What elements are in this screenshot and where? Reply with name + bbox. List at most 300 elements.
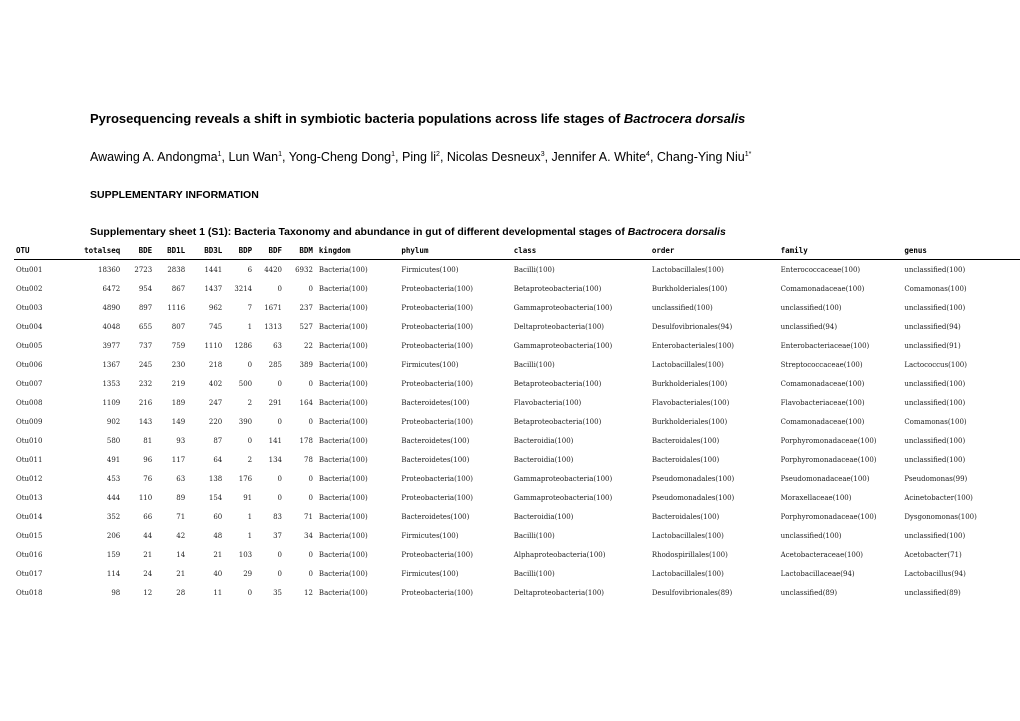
table-cell: 0 [308,474,313,483]
table-cell: 1109 [102,398,121,407]
table-cell: Porphyromonadaceae(100) [780,455,877,464]
table-cell: Pseudomonadales(100) [651,474,735,483]
table-cell: 3214 [234,284,253,293]
table-cell: 24 [143,569,153,578]
table-cell: Deltaproteobacteria(100) [513,588,605,597]
table-cell: 164 [299,398,313,407]
table-cell: Flavobacteriales(100) [651,398,730,407]
table-cell: 247 [208,398,223,407]
table-cell: 34 [304,531,313,540]
table-cell: 954 [138,284,153,293]
table-cell: 0 [277,284,283,293]
table-cell: Gammaproteobacteria(100) [513,303,613,312]
table-cell: 2723 [134,265,153,274]
author: Ping li [401,150,437,164]
column-header-bde: BDE [124,242,156,260]
table-cell: 18360 [97,265,121,274]
table-cell: Betaproteobacteria(100) [513,379,602,388]
table-cell: 0 [308,284,313,293]
table-cell: 1313 [264,322,283,331]
table-cell: 81 [143,436,153,445]
table-cell: 63 [176,474,186,483]
table-cell: 48 [213,531,223,540]
table-cell: Lactobacillales(100) [651,265,724,274]
table-cell: Bacteria(100) [318,531,368,540]
table-cell: Dysgonomonas(100) [904,512,977,521]
sheet-heading-text: Supplementary sheet 1 (S1): Bacteria Taxonomy and abundance in gut of different developmental stages of [90,226,628,238]
table-cell: Otu015 [16,531,43,540]
table-cell: 527 [299,322,313,331]
table-cell: 6 [247,265,253,274]
table-cell: 1437 [204,284,223,293]
table-cell: Bacteria(100) [318,284,368,293]
table-cell: Otu005 [16,341,43,350]
column-header-totalseq: totalseq [66,242,125,260]
table-cell: Lactobacillales(100) [651,360,724,369]
table-cell: 154 [208,493,223,502]
table-cell: 114 [106,569,121,578]
author: Nicolas Desneux [446,150,541,164]
table-cell: 1367 [102,360,121,369]
table-cell: Lactobacillus(94) [904,569,966,578]
table-cell: Bacilli(100) [513,531,555,540]
table-cell: 962 [208,303,223,312]
author-affiliation: 1* [744,151,752,158]
table-row [14,374,1020,393]
table-cell: unclassified(100) [904,436,966,445]
table-header-row [14,242,1020,260]
table-cell: unclassified(100) [904,531,966,540]
table-cell: Otu004 [16,322,43,331]
table-cell: unclassified(89) [904,588,961,597]
table-cell: Bacteria(100) [318,436,368,445]
table-cell: unclassified(94) [904,322,961,331]
table-cell: Pseudomonadales(100) [651,493,735,502]
table-cell: 149 [171,417,186,426]
table-cell: 218 [208,360,223,369]
table-row [14,260,1020,280]
table-row [14,488,1020,507]
table-cell: 14 [176,550,186,559]
author-affiliation: 1 [278,151,282,158]
table-cell: Bacteroidales(100) [651,455,720,464]
column-header-bdf: BDF [256,242,286,260]
table-cell: Lactobacillales(100) [651,531,724,540]
table-cell: unclassified(100) [904,455,966,464]
table-cell: 1 [247,512,253,521]
table-cell: Bacteria(100) [318,417,368,426]
table-cell: Deltaproteobacteria(100) [513,322,605,331]
table-cell: 1286 [234,341,253,350]
table-row [14,279,1020,298]
table-cell: Otu011 [16,455,43,464]
table-cell: Betaproteobacteria(100) [513,417,602,426]
table-cell: Bacteria(100) [318,474,368,483]
column-header-bd1l: BD1L [156,242,189,260]
table-cell: 71 [176,512,186,521]
table-cell: Firmicutes(100) [401,531,459,540]
table-cell: unclassified(100) [780,303,842,312]
sheet-species: Bactrocera dorsalis [627,226,726,238]
table-cell: Otu014 [16,512,43,521]
table-cell: 737 [138,341,153,350]
table-cell: 117 [171,455,186,464]
table-cell: Bacteroidetes(100) [401,398,470,407]
table-cell: Firmicutes(100) [401,360,459,369]
table-cell: Bacteroidia(100) [513,455,574,464]
table-cell: unclassified(100) [904,398,966,407]
author-list: Awawing A. Andongma$^1$, Lun Wan$^1$, Yong-Cheng Dong$^1$, Ping $li^2$, Nicolas Desneux$^3$, Jennifer A. White$^4$, Chang-Ying Niu$^{1*}$ [90,150,752,164]
table-cell: Acetobacter(71) [904,550,962,559]
table-cell: 78 [304,455,313,464]
table-cell: 232 [138,379,153,388]
table-cell: 87 [213,436,223,445]
supplementary-heading: SUPPLEMENTARY INFORMATION [90,189,259,201]
table-row [14,431,1020,450]
table-cell: Bacteroidales(100) [651,436,720,445]
table-cell: unclassified(100) [904,303,966,312]
table-cell: 1 [247,322,253,331]
table-cell: 2 [247,455,253,464]
table-cell: Lactococcus(100) [904,360,967,369]
table-cell: 220 [208,417,223,426]
column-header-otu: OTU [14,242,66,260]
table-cell: Otu012 [16,474,43,483]
table-cell: Bacteria(100) [318,379,368,388]
table-row [14,393,1020,412]
table-cell: unclassified(91) [904,341,961,350]
table-cell: Flavobacteria(100) [513,398,582,407]
table-cell: 89 [176,493,186,502]
table-cell: 178 [299,436,313,445]
table-cell: 4048 [102,322,121,331]
table-cell: 0 [277,474,283,483]
table-cell: 2838 [167,265,186,274]
table-cell: 580 [106,436,121,445]
table-cell: Bacteria(100) [318,360,368,369]
table-cell: 237 [299,303,313,312]
table-cell: Desulfovibrionales(89) [651,588,733,597]
table-cell: Bacteroidetes(100) [401,436,470,445]
table-cell: Proteobacteria(100) [401,474,473,483]
author: Yong-Cheng Dong [288,150,392,164]
table-cell: 655 [138,322,153,331]
table-row [14,317,1020,336]
author: Chang-Ying Niu [656,150,745,164]
table-cell: 807 [171,322,186,331]
table-cell: 159 [106,550,121,559]
table-cell: Burkholderiales(100) [651,284,728,293]
table-cell: 0 [277,569,283,578]
author-affiliation: 3 [540,151,545,158]
table-cell: Bacteroidia(100) [513,512,574,521]
table-cell: Comamonas(100) [904,284,967,293]
table-cell: 0 [277,417,283,426]
table-cell: 0 [308,550,313,559]
table-cell: Otu007 [16,379,43,388]
table-cell: 103 [238,550,253,559]
table-cell: 29 [243,569,253,578]
table-cell: 96 [143,455,153,464]
table-cell: 6932 [295,265,313,274]
table-body [14,260,1020,603]
table-cell: Proteobacteria(100) [401,588,473,597]
table-cell: 745 [208,322,223,331]
author-affiliation: 1 [391,151,396,158]
table-cell: 1 [247,531,253,540]
table-cell: Otu001 [16,265,43,274]
table-cell: 176 [238,474,253,483]
table-cell: 285 [268,360,283,369]
table-cell: 390 [238,417,253,426]
table-cell: Desulfovibrionales(94) [651,322,733,331]
table-cell: 759 [171,341,186,350]
table-cell: Pseudomonas(99) [904,474,968,483]
table-row [14,450,1020,469]
table-cell: Flavobacteriaceae(100) [780,398,865,407]
table-cell: Comamonadaceae(100) [780,284,865,293]
table-cell: 42 [176,531,186,540]
column-header-phylum: phylum [399,242,511,260]
paper-title [90,111,745,126]
table-cell: Bacteria(100) [318,398,368,407]
table-row [14,336,1020,355]
table-cell: 389 [299,360,313,369]
table-cell: Lactobacillales(100) [651,569,724,578]
table-cell: Bacteria(100) [318,569,368,578]
table-row [14,526,1020,545]
table-cell: Firmicutes(100) [401,569,459,578]
table-cell: Otu006 [16,360,43,369]
table-cell: 12 [143,588,153,597]
table-cell: 0 [308,379,313,388]
column-header-class: class [512,242,650,260]
table-cell: Pseudomonadaceae(100) [780,474,870,483]
table-cell: 352 [106,512,121,521]
table-cell: Comamonadaceae(100) [780,417,865,426]
author-affiliation: 2 [436,151,440,158]
table-row [14,583,1020,602]
column-header-kingdom: kingdom [317,242,399,260]
table-cell: Proteobacteria(100) [401,379,473,388]
table-cell: Bacteroidia(100) [513,436,574,445]
table-cell: Gammaproteobacteria(100) [513,474,613,483]
title-species: Bactrocera dorsalis [623,111,746,126]
sheet-heading [90,226,726,238]
column-header-order: order [650,242,779,260]
table-cell: 22 [304,341,313,350]
table-cell: 1671 [264,303,283,312]
table-cell: 12 [304,588,313,597]
table-cell: unclassified(94) [780,322,838,331]
table-cell: 1441 [204,265,223,274]
table-row [14,412,1020,431]
table-cell: Burkholderiales(100) [651,379,728,388]
table-cell: 63 [273,341,283,350]
table-cell: 245 [138,360,153,369]
table-cell: 0 [277,550,283,559]
table-cell: Porphyromonadaceae(100) [780,512,877,521]
table-cell: Proteobacteria(100) [401,322,473,331]
table-cell: 138 [208,474,223,483]
table-cell: Otu010 [16,436,43,445]
table-cell: Bacteria(100) [318,550,368,559]
table-cell: Proteobacteria(100) [401,303,473,312]
table-cell: Gammaproteobacteria(100) [513,341,613,350]
column-header-genus: genus [902,242,1020,260]
table-row [14,469,1020,488]
table-cell: 402 [208,379,223,388]
table-cell: 897 [138,303,153,312]
table-cell: 902 [106,417,121,426]
table-cell: Bacilli(100) [513,569,555,578]
table-cell: Rhodospirillales(100) [651,550,728,559]
table-cell: 40 [213,569,223,578]
table-cell: 98 [111,588,121,597]
table-cell: Acinetobacter(100) [904,493,973,502]
table-cell: 37 [273,531,283,540]
table-cell: 453 [106,474,121,483]
table-cell: 0 [247,436,253,445]
table-cell: 0 [308,493,313,502]
table-cell: 219 [171,379,186,388]
table-cell: 143 [138,417,153,426]
table-cell: 6472 [102,284,121,293]
table-cell: 44 [143,531,153,540]
table-cell: unclassified(100) [780,531,842,540]
table-cell: Enterococcaceae(100) [780,265,861,274]
author: Jennifer A. White [551,150,647,164]
table-cell: 1353 [102,379,121,388]
table-cell: 216 [138,398,153,407]
table-cell: Bacteria(100) [318,303,368,312]
table-cell: Bacteroidales(100) [651,512,720,521]
table-cell: Otu008 [16,398,43,407]
column-header-family: family [779,242,903,260]
table-cell: Proteobacteria(100) [401,550,473,559]
table-cell: Streptococcaceae(100) [780,360,863,369]
table-cell: Bacteria(100) [318,588,368,597]
table-cell: Gammaproteobacteria(100) [513,493,613,502]
table-cell: 4420 [264,265,283,274]
table-cell: 0 [308,569,313,578]
table-cell: Proteobacteria(100) [401,284,473,293]
table-cell: Enterobacteriales(100) [651,341,735,350]
table-cell: 64 [213,455,223,464]
column-header-bdp: BDP [226,242,256,260]
table-row [14,355,1020,374]
table-cell: Bacteria(100) [318,493,368,502]
author: Awawing A. Andongma [90,150,218,164]
table-cell: 21 [176,569,186,578]
table-cell: 2 [247,398,253,407]
author: Lun Wan [228,150,279,164]
table-cell: 66 [143,512,153,521]
table-cell: Comamonadaceae(100) [780,379,865,388]
table-cell: Enterobacteriaceae(100) [780,341,870,350]
table-cell: 28 [176,588,186,597]
table-cell: Bacteria(100) [318,512,368,521]
author-affiliation: 1 [217,151,222,158]
table-cell: Proteobacteria(100) [401,493,473,502]
table-cell: Otu013 [16,493,43,502]
table-cell: 141 [268,436,283,445]
table-cell: 3977 [102,341,121,350]
table-cell: 1116 [167,303,186,312]
table-cell: 291 [268,398,283,407]
table-cell: Otu002 [16,284,43,293]
table-cell: 867 [171,284,186,293]
table-cell: Bacilli(100) [513,265,555,274]
table-cell: Porphyromonadaceae(100) [780,436,877,445]
table-cell: 444 [106,493,121,502]
table-cell: 0 [277,493,283,502]
table-cell: Otu016 [16,550,43,559]
table-cell: 500 [238,379,253,388]
table-cell: 21 [213,550,223,559]
table-cell: 21 [143,550,153,559]
table-cell: 7 [247,303,253,312]
taxonomy-table [14,242,1020,602]
table-cell: 230 [171,360,186,369]
title-main: Pyrosequencing reveals a shift in symbiotic bacteria populations across life stages of [90,111,624,126]
table-cell: Moraxellaceae(100) [780,493,852,502]
table-cell: Otu018 [16,588,43,597]
table-row [14,298,1020,317]
table-cell: Bacteria(100) [318,455,368,464]
table-cell: 71 [304,512,313,521]
author-affiliation: 4 [646,151,650,158]
table-cell: 0 [308,417,313,426]
table-cell: Proteobacteria(100) [401,341,473,350]
table-cell: Otu003 [16,303,43,312]
table-cell: 134 [268,455,283,464]
table-cell: Burkholderiales(100) [651,417,728,426]
table-cell: 93 [176,436,186,445]
table-cell: Firmicutes(100) [401,265,459,274]
table-cell: 4890 [102,303,121,312]
table-cell: unclassified(100) [651,303,713,312]
table-cell: Acetobacteraceae(100) [780,550,864,559]
column-header-bdm: BDM [286,242,317,260]
column-header-bd3l: BD3L [189,242,226,260]
table-cell: Bacteria(100) [318,265,368,274]
table-cell: Bacteria(100) [318,341,368,350]
table-cell: unclassified(100) [904,379,966,388]
table-cell: Bacteroidetes(100) [401,512,470,521]
table-cell: 11 [213,588,223,597]
table-cell: 83 [273,512,283,521]
table-cell: 0 [247,360,253,369]
table-cell: Bacteria(100) [318,322,368,331]
table-cell: 1110 [204,341,223,350]
table-cell: unclassified(100) [904,265,966,274]
table-cell: unclassified(89) [780,588,838,597]
table-cell: 206 [106,531,121,540]
table-cell: 35 [273,588,283,597]
table-row [14,507,1020,526]
table-cell: Otu017 [16,569,43,578]
table-cell: 91 [243,493,253,502]
table-cell: Alphaproteobacteria(100) [513,550,606,559]
table-row [14,545,1020,564]
table-cell: 110 [138,493,153,502]
table-cell: Lactobacillaceae(94) [780,569,855,578]
table-cell: Bacilli(100) [513,360,555,369]
table-cell: Betaproteobacteria(100) [513,284,602,293]
table-row [14,564,1020,583]
table-cell: 60 [213,512,223,521]
